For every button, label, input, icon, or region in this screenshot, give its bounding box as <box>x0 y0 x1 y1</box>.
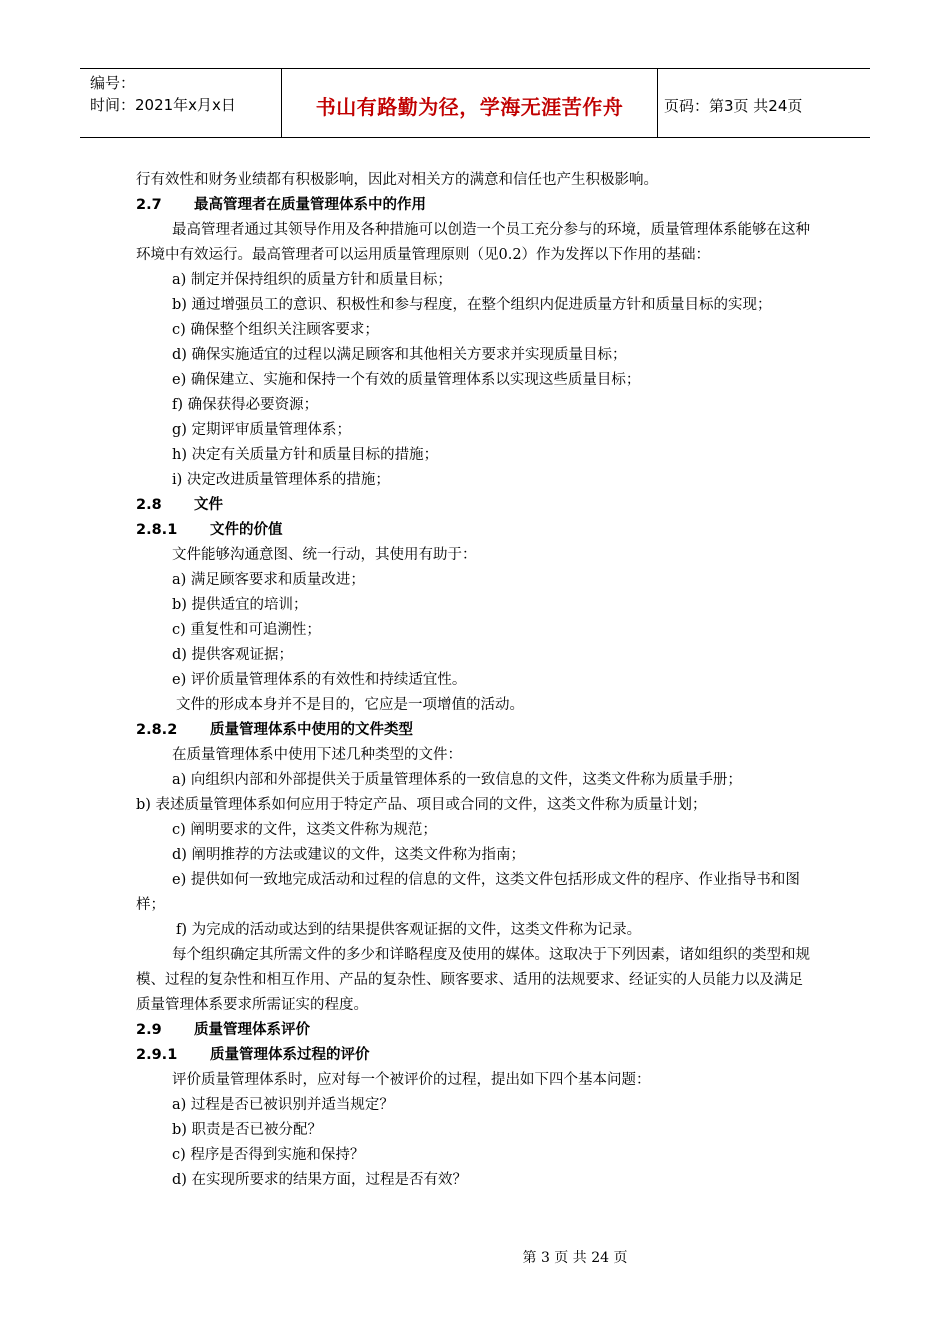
section-heading-2-8-1 <box>136 518 816 543</box>
list-item: c) 阐明要求的文件，这类文件称为规范； <box>172 822 437 838</box>
list-item: f) 确保获得必要资源； <box>172 397 319 413</box>
section-heading-2-9 <box>136 1018 816 1043</box>
header-page-info: 页码：第3页 共24页 <box>664 96 803 115</box>
section-number: 2.7 <box>136 197 162 213</box>
list-item: g) 定期评审质量管理体系； <box>172 422 352 438</box>
list-item: d) 提供客观证据； <box>172 647 294 663</box>
paragraph: 文件能够沟通意图、统一行动，其使用有助于： <box>172 547 477 563</box>
paragraph: 最高管理者通过其领导作用及各种措施可以创造一个员工充分参与的环境，质量管理体系能够在这种环境中有效运行。最高管理者可以运用质量管理原则（见0.2）作为发挥以下作用的基础： <box>136 222 810 263</box>
paragraph: 文件的形成本身并不是目的，它应是一项增值的活动。 <box>176 697 524 713</box>
list-item: c) 重复性和可追溯性； <box>172 622 321 638</box>
list-item: d) 确保实施适宜的过程以满足顾客和其他相关方要求并实现质量目标； <box>172 347 627 363</box>
page-footer: 第 3 页 共 24 页 <box>522 1250 628 1266</box>
list-item: b) 职责是否已被分配？ <box>172 1122 323 1138</box>
list-item: a) 制定并保持组织的质量方针和质量目标； <box>172 272 452 288</box>
paragraph: 行有效性和财务业绩都有积极影响，因此对相关方的满意和信任也产生积极影响。 <box>136 172 658 188</box>
paragraph: 每个组织确定其所需文件的多少和详略程度及使用的媒体。这取决于下列因素，诸如组织的类型和规模、过程的复杂性和相互作用、产品的复杂性、顾客要求、适用的法规要求、经证实的人员能力以及满足质量管理体系要求所需证实的程度。 <box>136 947 810 1013</box>
list-item: c) 程序是否得到实施和保持？ <box>172 1147 365 1163</box>
list-item: b) 提供适宜的培训； <box>172 597 308 613</box>
list-item: e) 确保建立、实施和保持一个有效的质量管理体系以实现这些质量目标； <box>172 372 641 388</box>
section-number: 2.8 <box>136 497 162 513</box>
list-item: d) 阐明推荐的方法或建议的文件，这类文件称为指南； <box>172 847 526 863</box>
section-title: 质量管理体系过程的评价 <box>210 1047 370 1063</box>
list-item: i) 决定改进质量管理体系的措施； <box>172 472 390 488</box>
header-meta <box>80 69 282 137</box>
section-title: 文件 <box>194 497 223 513</box>
section-heading-2-8 <box>136 493 816 518</box>
document-date: 时间：2021年x月x日 <box>90 96 236 114</box>
list-item: a) 过程是否已被识别并适当规定？ <box>172 1097 394 1113</box>
list-item: e) 评价质量管理体系的有效性和持续适宜性。 <box>172 672 467 688</box>
paragraph: 评价质量管理体系时，应对每一个被评价的过程，提出如下四个基本问题： <box>172 1072 651 1088</box>
list-item: c) 确保整个组织关注顾客要求； <box>172 322 379 338</box>
section-title: 质量管理体系评价 <box>194 1022 310 1038</box>
paragraph: 在质量管理体系中使用下述几种类型的文件： <box>172 747 462 763</box>
section-number: 2.8.1 <box>136 522 178 538</box>
section-title: 文件的价值 <box>210 522 283 538</box>
list-item: f) 为完成的活动或达到的结果提供客观证据的文件，这类文件称为记录。 <box>176 922 642 938</box>
document-body <box>136 168 816 1193</box>
list-item: b) 表述质量管理体系如何应用于特定产品、项目或合同的文件，这类文件称为质量计划； <box>136 797 707 813</box>
list-item: h) 决定有关质量方针和质量目标的措施； <box>172 447 439 463</box>
list-item: b) 通过增强员工的意识、积极性和参与程度，在整个组织内促进质量方针和质量目标的实现； <box>172 297 772 313</box>
section-heading-2-9-1 <box>136 1043 816 1068</box>
list-item: a) 满足顾客要求和质量改进； <box>172 572 365 588</box>
section-title: 最高管理者在质量管理体系中的作用 <box>194 197 426 213</box>
list-item: a) 向组织内部和外部提供关于质量管理体系的一致信息的文件，这类文件称为质量手册； <box>172 772 742 788</box>
list-item: d) 在实现所要求的结果方面，过程是否有效？ <box>172 1172 468 1188</box>
section-title: 质量管理体系中使用的文件类型 <box>210 722 413 738</box>
list-item: e) 提供如何一致地完成活动和过程的信息的文件，这类文件包括形成文件的程序、作业指导书和图样； <box>136 872 800 913</box>
section-number: 2.9.1 <box>136 1047 178 1063</box>
section-heading-2-7 <box>136 193 816 218</box>
header-motto: 书山有路勤为径，学海无涯苦作舟 <box>282 69 658 137</box>
document-number-label: 编号： <box>90 74 136 92</box>
page-header <box>80 68 870 138</box>
section-number: 2.8.2 <box>136 722 178 738</box>
section-heading-2-8-2 <box>136 718 816 743</box>
section-number: 2.9 <box>136 1022 162 1038</box>
